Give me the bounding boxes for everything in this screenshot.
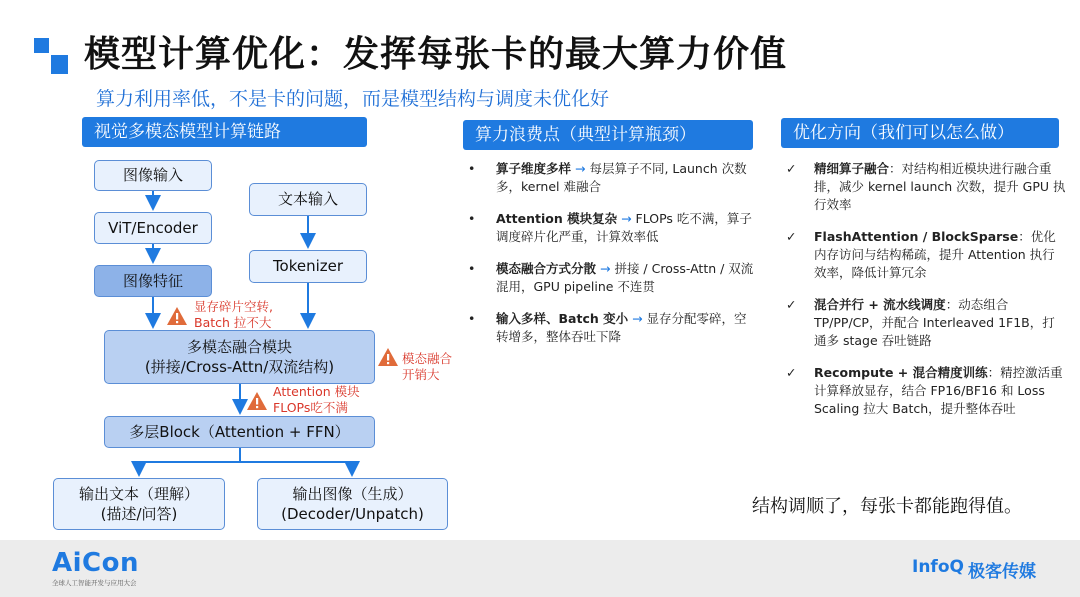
warning-memory-text — [194, 299, 273, 332]
warning-icon — [166, 306, 188, 326]
vit-encoder-node — [94, 212, 212, 244]
output-text-label: 输出文本（理解） — [78, 484, 199, 503]
list-item — [466, 210, 756, 246]
image-features-node — [94, 265, 212, 297]
warning-memory-line1: 显存碎片空转, — [194, 299, 273, 314]
list-item — [784, 364, 1066, 418]
bullet-dot: • — [468, 261, 476, 276]
arrow-right-icon: → — [571, 161, 590, 176]
waste-item-title: 模态融合方式分散 — [496, 261, 597, 276]
output-image-label: 输出图像（生成） — [292, 484, 413, 503]
optimize-item-title: 精细算子融合 — [814, 161, 890, 176]
waste-item-text: FLOPs 吃不满，算子调度碎片化严重，计算效率低 — [496, 211, 752, 244]
diagram-section-title: 视觉多模态模型计算链路 — [94, 122, 281, 142]
image-input-node — [94, 160, 212, 191]
waste-item-text: 拼接 / Cross-Attn / 双流混用，GPU pipeline 不连贯 — [496, 261, 754, 294]
aicon-logo: AiCon — [52, 548, 139, 578]
warning-attention-text — [273, 384, 360, 417]
vit-encoder-label: ViT/Encoder — [108, 218, 198, 237]
fusion-module-detail: (拼接/Cross-Attn/双流结构) — [144, 358, 335, 376]
output-image-node — [257, 478, 448, 530]
tokenizer-label: Tokenizer — [272, 257, 344, 276]
fusion-module-node — [104, 330, 375, 384]
waste-item-title: 输入多样、Batch 变小 — [496, 311, 629, 326]
optimize-list — [784, 160, 1066, 432]
optimize-item-text: ：精控激活重计算释放显存，结合 FP16/BF16 和 Loss Scaling 拉大 Batch，提升整体吞吐 — [814, 365, 1063, 416]
waste-list — [466, 160, 756, 360]
arrow-right-icon: → — [628, 311, 647, 326]
output-image-detail: (Decoder/Unpatch) — [281, 505, 424, 523]
warning-icon — [377, 347, 399, 367]
waste-item-text: 显存分配零碎，空转增多，整体吞吐下降 — [496, 311, 747, 344]
checkmark-icon: ✓ — [786, 365, 797, 380]
waste-section-title: 算力浪费点（典型计算瓶颈） — [475, 125, 696, 145]
text-input-node — [249, 183, 367, 216]
warning-fusion-line2: 开销大 — [402, 367, 440, 383]
list-item — [784, 160, 1066, 214]
warning-attention-line2: FLOPs吃不满 — [273, 400, 348, 416]
arrow-right-icon: → — [596, 261, 615, 276]
fusion-module-label: 多模态融合模块 — [186, 337, 292, 356]
optimize-item-text: ：动态组合 TP/PP/CP，并配合 Interleaved 1F1B，打通多 stage 吞吐链路 — [814, 297, 1055, 348]
image-input-label: 图像输入 — [122, 166, 183, 185]
multilayer-block-node — [104, 416, 375, 448]
list-item — [784, 228, 1066, 282]
optimize-item-title: Recompute + 混合精度训练 — [814, 365, 988, 380]
warning-attention-line1: Attention 模块 — [273, 384, 360, 399]
waste-item-title: 算子维度多样 — [496, 161, 572, 176]
arrow-right-icon: → — [617, 211, 636, 226]
bullet-dot: • — [468, 311, 476, 326]
aicon-tagline: 全球人工智能开发与应用大会 — [52, 579, 137, 587]
checkmark-icon: ✓ — [786, 229, 797, 244]
tokenizer-node — [249, 250, 367, 283]
text-input-label: 文本输入 — [277, 190, 338, 209]
list-item — [466, 260, 756, 296]
bullet-dot: • — [468, 211, 476, 226]
optimize-item-title: FlashAttention / BlockSparse — [814, 229, 1019, 244]
list-item — [466, 310, 756, 346]
waste-item-title: Attention 模块复杂 — [496, 211, 618, 226]
geekbang-logo: 极客传媒 — [968, 562, 1036, 582]
optimize-section-title: 优化方向（我们可以怎么做） — [793, 123, 1014, 143]
page-title: 模型计算优化：发挥每张卡的最大算力价值 — [84, 34, 788, 75]
image-features-label: 图像特征 — [122, 271, 183, 290]
conclusion-text: 结构调顺了，每张卡都能跑得值。 — [752, 496, 1022, 517]
output-text-node — [53, 478, 225, 530]
multilayer-block-label: 多层Block（Attention + FFN） — [129, 422, 350, 441]
warning-memory-line2: Batch 拉不大 — [194, 315, 272, 331]
optimize-item-text: ：优化内存访问与结构稀疏，提升 Attention 执行效率，降低计算冗余 — [814, 229, 1056, 280]
warning-fusion-line1: 模态融合 — [402, 351, 453, 366]
list-item — [466, 160, 756, 196]
checkmark-icon: ✓ — [786, 161, 797, 176]
output-text-detail: (描述/问答) — [100, 505, 178, 523]
list-item — [784, 296, 1066, 350]
waste-item-text: 每层算子不同, Launch 次数多，kernel 难融合 — [496, 161, 747, 194]
checkmark-icon: ✓ — [786, 297, 797, 312]
bullet-dot: • — [468, 161, 476, 176]
optimize-item-text: ：对结构相近模块进行融合重排，减少 kernel launch 次数，提升 GPU 执行效率 — [814, 161, 1066, 212]
warning-fusion-text — [402, 351, 452, 384]
warning-icon — [246, 391, 268, 411]
page-subtitle: 算力利用率低，不是卡的问题，而是模型结构与调度未优化好 — [96, 88, 610, 110]
infoq-logo: InfoQ — [912, 557, 964, 577]
optimize-item-title: 混合并行 + 流水线调度 — [814, 297, 946, 312]
